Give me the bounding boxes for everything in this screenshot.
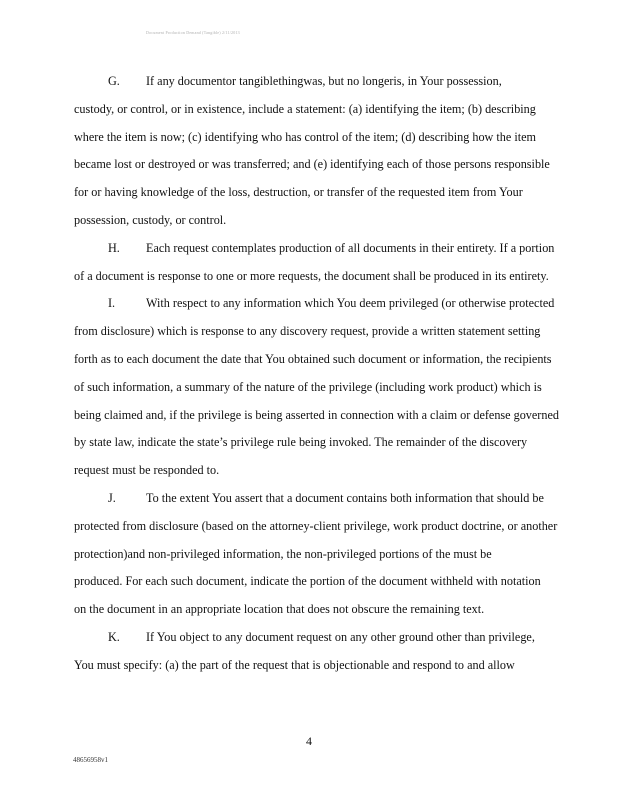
page-number: 4 (306, 734, 312, 748)
document-body (74, 68, 614, 680)
paragraph-line: request must be responded to. (74, 463, 220, 478)
paragraph-line: If You object to any document request on any other ground other than privilege, (146, 629, 535, 644)
paragraph-line: of such information, a summary of the nature of the privilege (including work product) which is (74, 379, 542, 394)
paragraph-line: from disclosure) which is response to any discovery request, provide a written statement setting (74, 324, 541, 339)
header-note: Document Production Demand (Tangible) 2/11/2013 (146, 30, 240, 35)
paragraph-line: produced. For each such document, indicate the portion of the document withheld with notation (74, 574, 541, 589)
paragraph-k (74, 624, 614, 680)
paragraph-line: by state law, indicate the state’s privilege rule being invoked. The remainder of the discovery (74, 435, 528, 450)
paragraph-line: With respect to any information which You deem privileged (or otherwise protected (146, 296, 555, 311)
document-id: 48656958v1 (73, 756, 108, 764)
paragraph-line: possession, custody, or control. (74, 212, 227, 227)
paragraph-line: became lost or destroyed or was transferred; and (e) identifying each of those persons responsible (74, 157, 550, 172)
paragraph-line: of a document is response to one or more requests, the document shall be produced in its entirety. (74, 268, 549, 283)
paragraph-j (74, 485, 614, 624)
paragraph-line: being claimed and, if the privilege is being asserted in connection with a claim or defense governed (74, 407, 559, 422)
paragraph-h (74, 235, 614, 291)
paragraph-label: H. (108, 240, 120, 255)
paragraph-i (74, 290, 614, 485)
paragraph-label: G. (108, 74, 120, 88)
paragraph-label: K. (108, 629, 120, 644)
paragraph-line: for or having knowledge of the loss, destruction, or transfer of the requested item from Your (74, 185, 523, 200)
paragraph-line: custody, or control, or in existence, include a statement: (a) identifying the item; (b) describing (74, 101, 536, 116)
paragraph-line: on the document in an appropriate location that does not obscure the remaining text. (74, 602, 485, 617)
paragraph-label: I. (108, 296, 116, 311)
paragraph-line: Each request contemplates production of all documents in their entirety. If a portion (146, 240, 555, 255)
paragraph-line: To the extent You assert that a document contains both information that should be (146, 490, 544, 505)
paragraph-g (74, 68, 614, 235)
paragraph-line: where the item is now; (c) identifying who has control of the item; (d) describing how the item (74, 129, 536, 144)
paragraph-line: forth as to each document the date that You obtained such document or information, the recipients (74, 351, 552, 366)
paragraph-line: If any documentor tangiblethingwas, but no longeris, in Your possession, (146, 74, 502, 88)
paragraph-line: protection)and non-privileged information, the non-privileged portions of the must be (74, 546, 492, 561)
paragraph-line: protected from disclosure (based on the attorney-client privilege, work product doctrine, or another (74, 518, 558, 533)
paragraph-line: You must specify: (a) the part of the request that is objectionable and respond to and allow (74, 657, 515, 672)
paragraph-label: J. (108, 490, 116, 505)
